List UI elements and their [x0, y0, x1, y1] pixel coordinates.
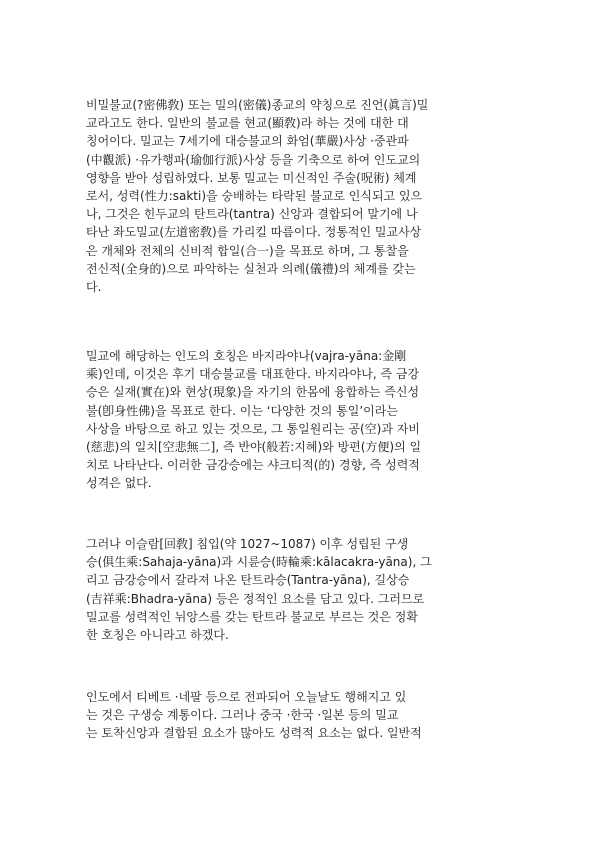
text-line: 전신적(全身的)으로 파악하는 실천과 의례(儀禮)의 체계를 갖는: [86, 261, 416, 276]
text-line: 나, 그것은 힌두교의 탄트라(tantra) 신앙과 결합되어 말기에 나: [86, 207, 418, 222]
text-line: 한 호칭은 아니라고 하겠다.: [86, 627, 229, 642]
paragraph-esoteric-buddhism-definition: [86, 96, 506, 296]
text-line: (中觀派) ·유가행파(瑜伽行派)사상 등을 기축으로 하여 인도교의: [86, 152, 421, 167]
text-line: 타난 좌도밀교(左道密敎)를 가리킬 따름이다. 정통적인 밀교사상: [86, 225, 422, 240]
text-line: 로서, 성력(性力:sakti)을 숭배하는 타락된 불교로 인식되고 있으: [86, 188, 423, 203]
paragraph-transmission: [86, 688, 506, 743]
text-line: 칭어이다. 밀교는 7세기에 대승불교의 화엄(華嚴)사상 ·중관파: [86, 134, 409, 149]
text-line: 은 개체와 전체의 신비적 합일(合一)을 목표로 하며, 그 통찰을: [86, 243, 409, 258]
text-line: 乘)인데, 이것은 후기 대승불교를 대표한다. 바지라야나, 즉 금강: [86, 367, 420, 382]
paragraph-vajrayana: [86, 347, 506, 493]
text-line: 사상을 바탕으로 하고 있는 것으로, 그 통일원리는 공(空)과 자비: [86, 421, 420, 436]
text-line: 성격은 없다.: [86, 476, 152, 491]
text-line: 인도에서 티베트 ·네팔 등으로 전파되어 오늘날도 행해지고 있: [86, 690, 407, 704]
text-line: 는 것은 구생승 계통이다. 그러나 중국 ·한국 ·일본 등의 밀교: [86, 708, 399, 723]
text-line: 밀교에 해당하는 인도의 호칭은 바지라야나(vajra-yāna:金剛: [86, 349, 407, 363]
text-line: 승은 실재(實在)와 현상(現象)을 자기의 한몸에 융합하는 즉신성: [86, 385, 420, 400]
paragraph-later-schools: [86, 535, 506, 644]
text-line: 다.: [86, 279, 102, 294]
text-line: 교라고도 한다. 일반의 불교를 현교(顯敎)라 하는 것에 대한 대: [86, 116, 409, 131]
text-line: (吉祥乘:Bhadra-yāna) 등은 정적인 요소를 담고 있다. 그러므로: [86, 591, 425, 606]
text-line: 밀교를 성력적인 뉘앙스를 갖는 탄트라 불교로 부르는 것은 정확: [86, 609, 418, 624]
text-line: 치로 나타난다. 이러한 금강승에는 샤크티적(的) 경향, 즉 성력적: [86, 458, 420, 473]
text-line: (慈悲)의 일치[空悲無二], 즉 반야(般若:지혜)와 방편(方便)의 일: [86, 439, 422, 454]
text-line: 영향을 받아 성립하였다. 보통 밀교는 미신적인 주술(呪術) 체계: [86, 170, 417, 185]
text-line: 비밀불교(?密佛敎) 또는 밀의(密儀)종교의 약칭으로 진언(眞言)밀: [86, 98, 429, 112]
text-line: 불(卽身性佛)을 목표로 한다. 이는 ‘다양한 것의 통일’이라는: [86, 403, 398, 418]
text-line: 는 토착신앙과 결합된 요소가 많아도 성력적 요소는 없다. 일반적: [86, 726, 422, 741]
text-line: 리고 금강승에서 갈라져 나온 탄트라승(Tantra-yāna), 길상승: [86, 573, 410, 588]
text-line: 승(俱生乘:Sahaja-yāna)과 시륜승(時輪乘:kālacakra-yāna), 그: [86, 555, 432, 570]
text-line: 그러나 이슬람[回敎] 침입(약 1027~1087) 이후 성립된 구생: [86, 537, 409, 551]
